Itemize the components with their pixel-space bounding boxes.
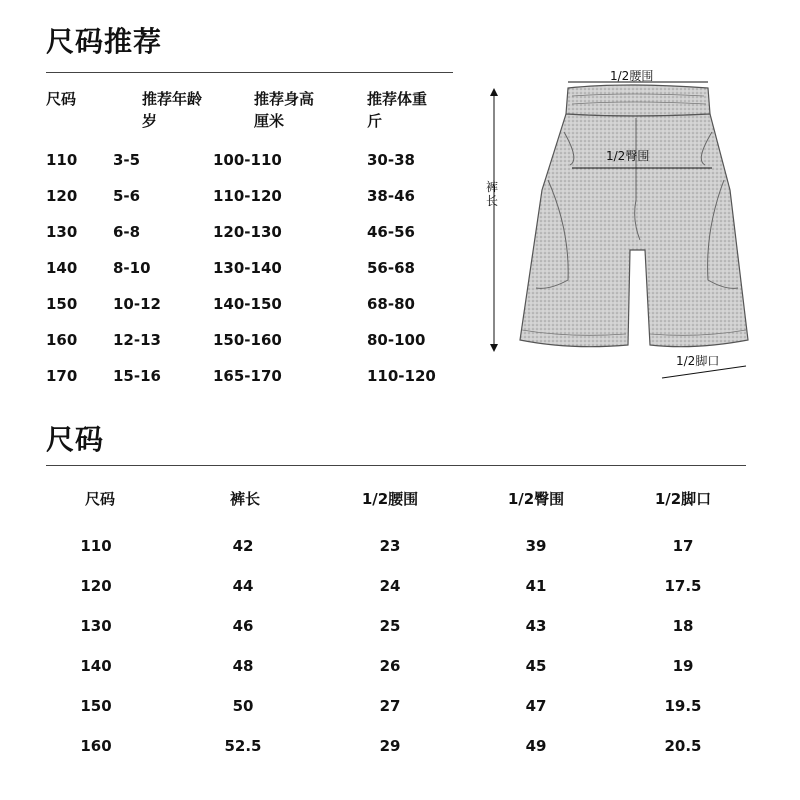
size-cell-size: 160	[80, 737, 112, 755]
size-cell-waist: 29	[379, 737, 401, 755]
recommend-cell-size: 110	[46, 151, 78, 169]
recommend-cell-weight: 110-120	[367, 367, 436, 385]
size-header-waist: 1/2腰围	[361, 490, 419, 508]
recommend-cell-height: 165-170	[213, 367, 282, 385]
recommend-cell-weight: 68-80	[367, 295, 415, 313]
size-cell-waist: 25	[379, 617, 401, 635]
recommend-cell-age: 12-13	[113, 331, 161, 349]
size-cell-hip: 45	[525, 657, 547, 675]
recommend-cell-height: 110-120	[213, 187, 282, 205]
size-cell-size: 140	[80, 657, 112, 675]
recommend-cell-height: 100-110	[213, 151, 282, 169]
recommend-cell-weight: 56-68	[367, 259, 415, 277]
recommend-header-weight	[367, 88, 427, 132]
recommend-cell-height: 140-150	[213, 295, 282, 313]
size-cell-hem: 20.5	[664, 737, 702, 755]
recommend-header-age-line2: 岁	[142, 112, 158, 130]
size-cell-size: 150	[80, 697, 112, 715]
size-cell-length: 48	[232, 657, 254, 675]
size-cell-length: 42	[232, 537, 254, 555]
recommend-cell-weight: 80-100	[367, 331, 426, 349]
waistband-shape	[566, 85, 710, 116]
size-cell-hip: 49	[525, 737, 547, 755]
size-cell-waist: 26	[379, 657, 401, 675]
hip-label: 1/2臀围	[606, 149, 650, 163]
size-cell-hem: 17	[672, 537, 694, 555]
size-cell-length: 46	[232, 617, 254, 635]
size-title: 尺码	[46, 423, 105, 456]
size-header-size: 尺码	[84, 490, 115, 508]
recommend-header-height-line1: 推荐身高	[254, 90, 315, 108]
size-cell-size: 130	[80, 617, 112, 635]
recommend-cell-size: 130	[46, 223, 78, 241]
size-cell-hem: 19	[672, 657, 694, 675]
recommend-cell-size: 170	[46, 367, 78, 385]
size-cell-hem: 18	[672, 617, 694, 635]
recommend-cell-age: 10-12	[113, 295, 161, 313]
waist-label: 1/2腰围	[610, 69, 654, 83]
size-cell-hip: 39	[525, 537, 547, 555]
recommend-cell-age: 3-5	[113, 151, 141, 169]
length-label-line1: 裤	[486, 180, 499, 194]
size-cell-length: 50	[232, 697, 254, 715]
size-header-hem: 1/2脚口	[654, 490, 712, 508]
recommend-cell-age: 8-10	[113, 259, 151, 277]
recommend-header-age-line1: 推荐年龄	[142, 90, 203, 108]
shorts-diagram	[480, 60, 770, 390]
recommend-cell-size: 120	[46, 187, 78, 205]
recommend-cell-height: 120-130	[213, 223, 282, 241]
recommend-cell-age: 6-8	[113, 223, 141, 241]
length-label-line2: 长	[486, 194, 499, 208]
size-cell-waist: 24	[379, 577, 401, 595]
hem-label: 1/2脚口	[676, 354, 720, 368]
recommend-header-height	[254, 88, 314, 132]
recommend-title: 尺码推荐	[46, 25, 163, 58]
recommend-cell-height: 150-160	[213, 331, 282, 349]
recommend-header-weight-line2: 斤	[367, 112, 383, 130]
size-cell-size: 120	[80, 577, 112, 595]
recommend-cell-weight: 46-56	[367, 223, 415, 241]
recommend-title-divider	[46, 72, 453, 73]
size-cell-size: 110	[80, 537, 112, 555]
recommend-header-height-line2: 厘米	[254, 112, 285, 130]
size-cell-hem: 19.5	[664, 697, 702, 715]
recommend-header-size: 尺码	[46, 90, 77, 108]
size-cell-waist: 27	[379, 697, 401, 715]
recommend-cell-size: 160	[46, 331, 78, 349]
recommend-cell-height: 130-140	[213, 259, 282, 277]
size-cell-hip: 41	[525, 577, 547, 595]
recommend-cell-age: 15-16	[113, 367, 161, 385]
size-cell-hip: 47	[525, 697, 547, 715]
size-header-hip: 1/2臀围	[507, 490, 565, 508]
size-title-divider	[46, 465, 746, 466]
recommend-cell-weight: 30-38	[367, 151, 415, 169]
size-cell-waist: 23	[379, 537, 401, 555]
size-cell-hip: 43	[525, 617, 547, 635]
size-cell-length: 44	[232, 577, 254, 595]
recommend-header-age	[142, 88, 202, 132]
recommend-cell-size: 140	[46, 259, 78, 277]
recommend-cell-weight: 38-46	[367, 187, 415, 205]
size-header-length: 裤长	[229, 490, 260, 508]
recommend-cell-age: 5-6	[113, 187, 141, 205]
recommend-cell-size: 150	[46, 295, 78, 313]
length-label	[486, 180, 498, 208]
recommend-header-weight-line1: 推荐体重	[367, 90, 428, 108]
size-cell-length: 52.5	[224, 737, 262, 755]
size-cell-hem: 17.5	[664, 577, 702, 595]
